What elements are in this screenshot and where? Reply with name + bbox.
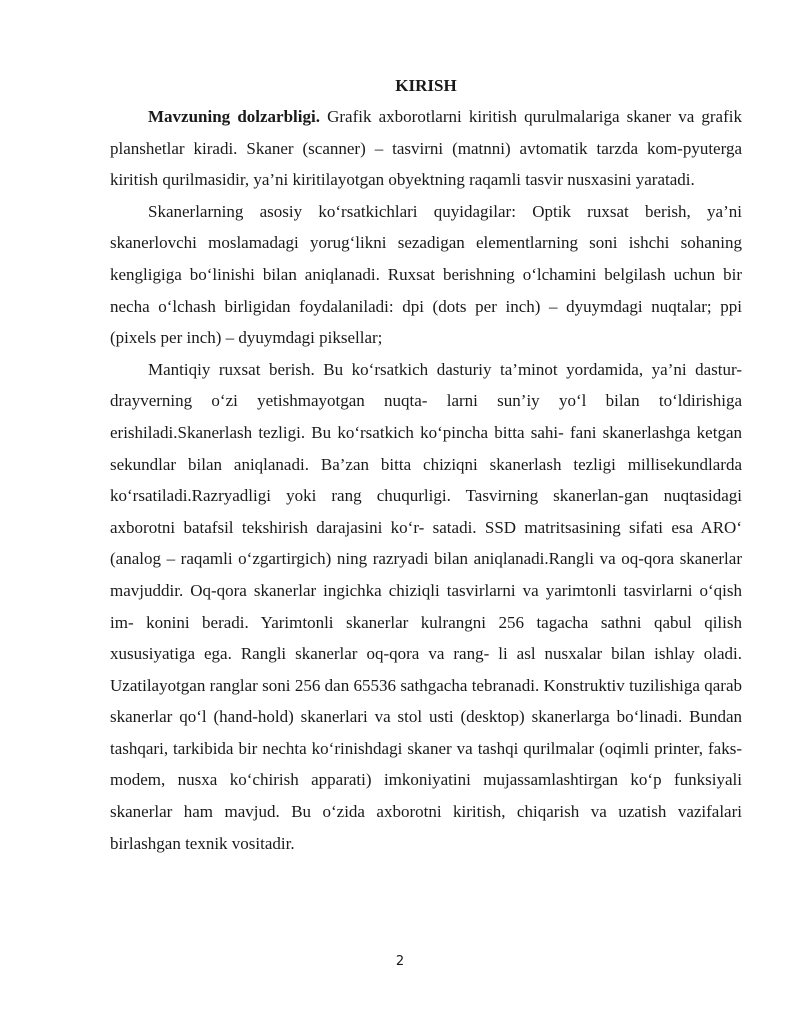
paragraph-text: Grafik axborotlarni kiritish qurulmalariga skaner va grafik planshetlar kiradi. Skaner (scanner) – tasvirni (matnni) avtomatik tarzda kom-pyuterga kiritish qurilmasidir, ya’ni kiritilayotgan obyektning raqamli tasvir nusxasini yaratadi.: [110, 107, 742, 190]
paragraph-scanner-indicators: [110, 196, 742, 354]
paragraph-relevance: [110, 101, 742, 196]
document-page: [110, 70, 742, 859]
page-number: 2: [395, 954, 405, 969]
paragraph-logical-resolution: [110, 354, 742, 860]
paragraph-text: Skanerlarning asosiy ko‘rsatkichlari quyidagilar: Optik ruxsat berish, ya’ni skanerlovchi moslamadagi yorug‘likni sezadigan elementlarning soni ishchi sohaning kengligiga bo‘linishi bilan aniqlanadi. Ruxsat berishning o‘lchamini belgilash uchun bir necha o‘lchash birligidan foydalaniladi: dpi (dots per inch) – dyuymdagi nuqtalar; ppi (pixels per inch) – dyuymdagi piksellar;: [110, 201, 742, 348]
paragraph-text: Mantiqiy ruxsat berish. Bu ko‘rsatkich dasturiy ta’minot yordamida, ya’ni dastur-drayverning o‘zi yetishmayotgan nuqta- larni sun’iy yo‘l bilan to‘ldirishiga erishiladi.Skanerlash tezligi. Bu ko‘rsatkich ko‘pincha bitta sahi- fani skanerlashga ketgan sekundlar bilan aniqlanadi. Ba’zan bitta chiziqni skanerlash tezligi millisekundlarda ko‘rsatiladi.Razryadligi yoki rang chuqurligi. Tasvirning skanerlan-gan nuqtasidagi axborotni batafsil tekshirish darajasini ko‘r- satadi. SSD matritsasining sifati esa ARO‘ (analog – raqamli o‘zgartirgich) ning razryadi bilan aniqlanadi.Rangli va oq-qora skanerlar mavjuddir. Oq-qora skanerlar ingichka chiziqli tasvirlarni va yarimtonli tasvirlarni o‘qish im- konini beradi. Yarimtonli skanerlar kulrangni 256 tagacha sathni qabul qilish xususiyatiga ega. Rangli skanerlar oq-qora va rang- li asl nusxalar bilan ishlay oladi. Uzatilayotgan ranglar soni 256 dan 65536 sathgacha tebranadi. Konstruktiv tuzilishiga qarab skanerlar qo‘l (hand-hold) skanerlari va stol usti (desktop) skanerlarga bo‘linadi. Bundan tashqari, tarkibida bir nechta ko‘rinishdagi skaner va tashqi qurilmalar (oqimli printer, faks-modem, nusxa ko‘chirish apparati) imkoniyatini mujassamlashtirgan ko‘p funksiyali skanerlar ham mavjud. Bu o‘zida axborotni kiritish, chiqarish va uzatish vazifalari birlashgan texnik vositadir.: [110, 359, 742, 853]
page-title: KIRISH: [395, 76, 457, 95]
paragraph-lead: Mavzuning dolzarbligi.: [148, 107, 320, 126]
